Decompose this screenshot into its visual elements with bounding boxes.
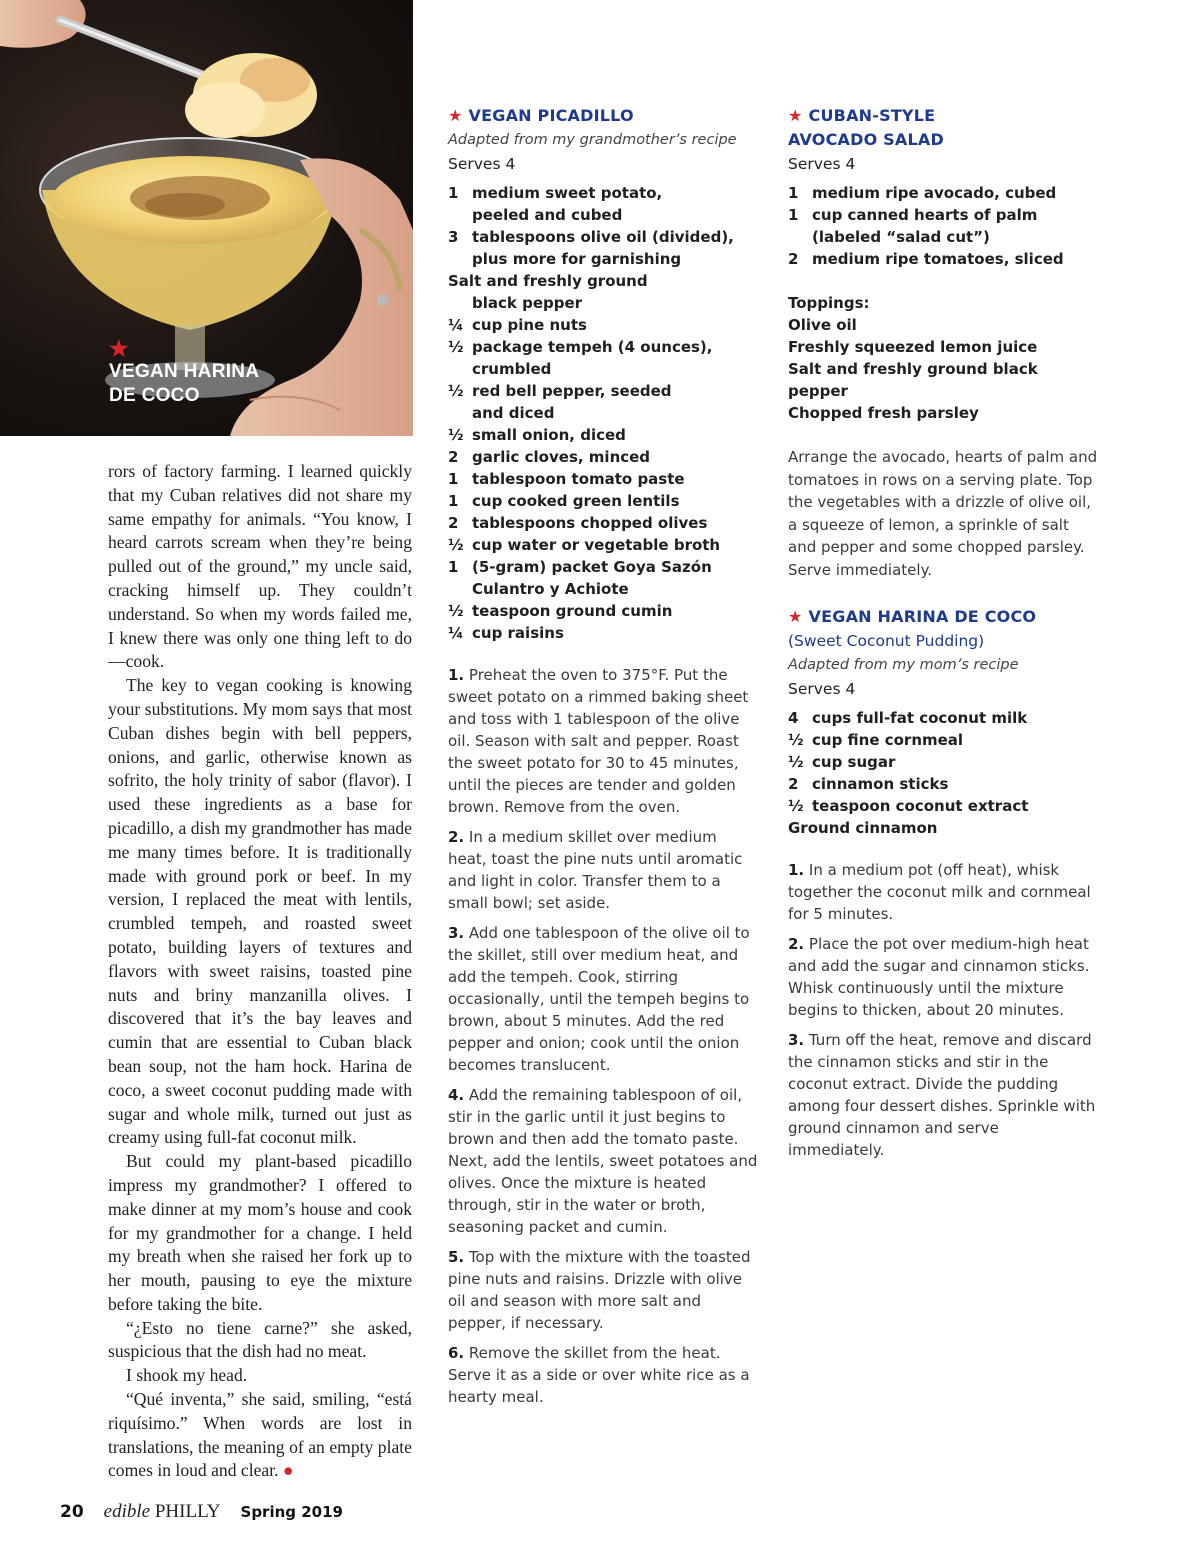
ingredient-text-line1: cup pine nuts xyxy=(472,316,587,334)
page-footer xyxy=(60,1501,343,1527)
ingredient-item xyxy=(788,795,1098,817)
ingredient-item xyxy=(788,182,1098,204)
ingredient-quantity: ½ xyxy=(448,602,464,620)
ingredient-text xyxy=(812,795,1098,817)
step-number: 3. xyxy=(788,1031,805,1049)
magazine-name xyxy=(104,1501,221,1523)
recipe-step xyxy=(788,933,1098,1021)
ingredient-item xyxy=(788,248,1098,270)
step-number: 2. xyxy=(788,935,805,953)
essay-paragraph: The key to vegan cooking is knowing your substitutions. My mom says that most Cuban dishes begin with bell peppers, onions, and garlic, otherwise known as sofrito, the holy trinity of sabor (flavor). I used these ingredients as a base for picadillo, a dish my grandmother has made me many times before. It is traditionally made with ground pork or beef. In my version, I replaced the meat with lentils, crumbled tempeh, and roasted sweet potato, building layers of textures and flavors with sweet raisins, toasted pine nuts and briny manzanilla olives. I discovered that it’s the bay leaves and cumin that are essential to Cuban black bean soup, not the ham hock. Harina de coco, a sweet coconut pudding made with sugar and whole milk, turned out just as creamy using full-fat coconut milk. xyxy=(108,675,412,1148)
ingredient-text-line1: Ground cinnamon xyxy=(788,819,938,837)
ingredient-text xyxy=(472,226,758,270)
ingredient-text-line2: and diced xyxy=(472,404,555,422)
ingredient-text xyxy=(472,336,758,380)
recipe-step xyxy=(788,1029,1098,1161)
ingredient-quantity: ½ xyxy=(448,338,464,356)
ingredient-quantity: ¼ xyxy=(448,624,464,642)
ingredient-item xyxy=(788,707,1098,729)
ingredient-text xyxy=(812,729,1098,751)
ingredient-quantity: ½ xyxy=(788,797,804,815)
ingredient-quantity: 1 xyxy=(448,492,459,510)
ingredient-quantity: 4 xyxy=(788,709,799,727)
ingredient-text xyxy=(812,773,1098,795)
recipe-title-text: VEGAN PICADILLO xyxy=(468,106,634,125)
recipe-serves: Serves 4 xyxy=(788,155,856,173)
ingredient-quantity: 3 xyxy=(448,228,459,246)
topping-item: Freshly squeezed lemon juice xyxy=(788,338,1038,356)
ingredient-text-line1: package tempeh (4 ounces), xyxy=(472,338,713,356)
ingredient-text-line2: crumbled xyxy=(472,360,552,378)
ingredient-text xyxy=(472,424,758,446)
ingredient-text xyxy=(472,534,758,556)
ingredient-text xyxy=(448,270,758,314)
ingredient-item xyxy=(448,556,758,600)
ingredient-text-line1: small onion, diced xyxy=(472,426,626,444)
ingredient-quantity: 1 xyxy=(788,206,799,224)
star-icon: ★ xyxy=(788,106,803,125)
ingredient-text-line1: cup water or vegetable broth xyxy=(472,536,721,554)
ingredient-text xyxy=(472,314,758,336)
ingredient-quantity: ¼ xyxy=(448,316,464,334)
ingredient-text xyxy=(812,707,1098,729)
ingredient-text xyxy=(472,182,758,226)
end-mark-icon: ● xyxy=(282,1460,294,1481)
photo-caption-line2: DE COCO xyxy=(109,385,200,406)
ingredient-item xyxy=(448,600,758,622)
ingredient-quantity: 2 xyxy=(448,448,459,466)
topping-item: Salt and freshly ground black pepper xyxy=(788,360,1038,400)
ingredient-text-line2: Culantro y Achiote xyxy=(472,580,629,598)
essay-column xyxy=(108,460,412,1483)
picadillo-recipe xyxy=(448,104,758,1416)
photo-caption-line1: VEGAN HARINA xyxy=(109,361,260,382)
ingredient-text xyxy=(472,556,758,600)
ingredient-item xyxy=(788,817,1098,839)
step-number: 1. xyxy=(448,666,465,684)
harina-recipe xyxy=(788,605,1098,1161)
magazine-name-italic: edible xyxy=(103,1501,151,1522)
ingredient-item xyxy=(788,204,1098,248)
step-number: 1. xyxy=(788,861,805,879)
recipe-step xyxy=(448,922,758,1076)
ingredient-list xyxy=(788,707,1098,839)
dessert-photo xyxy=(0,0,413,436)
ingredient-item xyxy=(448,446,758,468)
ingredient-quantity: 1 xyxy=(448,470,459,488)
photo-caption xyxy=(109,338,259,408)
star-icon: ★ xyxy=(448,106,463,125)
ingredient-text-line1: Salt and freshly ground xyxy=(448,272,648,290)
ingredient-item xyxy=(448,490,758,512)
recipe-title-line2: AVOCADO SALAD xyxy=(788,130,944,149)
step-number: 5. xyxy=(448,1248,465,1266)
essay-paragraph-text: “Qué inventa,” she said, smiling, “está riquísimo.” When words are lost in translations, the meaning of an empty plate comes in loud and clear. xyxy=(108,1389,412,1481)
magazine-name-main: PHILLY xyxy=(154,1501,221,1522)
ingredient-item xyxy=(788,729,1098,751)
ingredient-text-line2: (labeled “salad cut”) xyxy=(812,228,990,246)
ingredient-text-line1: medium ripe avocado, cubed xyxy=(812,184,1057,202)
ingredient-text xyxy=(472,446,758,468)
ingredient-item xyxy=(448,314,758,336)
ingredient-text-line1: cup cooked green lentils xyxy=(472,492,680,510)
ingredient-item xyxy=(448,534,758,556)
recipe-title-text: VEGAN HARINA DE COCO xyxy=(808,607,1037,626)
essay-paragraph-last xyxy=(108,1388,412,1483)
step-number: 4. xyxy=(448,1086,465,1104)
ingredient-list xyxy=(448,182,758,644)
ingredient-text-line1: (5-gram) packet Goya Sazón xyxy=(472,558,712,576)
steps-list xyxy=(788,859,1098,1161)
ingredient-quantity: 1 xyxy=(448,558,459,576)
recipe-adapted: Adapted from my mom’s recipe xyxy=(788,657,1019,673)
essay-paragraph: I shook my head. xyxy=(126,1365,248,1386)
ingredient-quantity: ½ xyxy=(448,536,464,554)
ingredient-text xyxy=(472,622,758,644)
recipe-title xyxy=(788,605,1098,629)
step-text: Top with the mixture with the toasted pine nuts and raisins. Drizzle with olive oil and season with more salt and pepper, if necessary. xyxy=(448,1248,751,1332)
ingredient-quantity: ½ xyxy=(788,753,804,771)
ingredient-text xyxy=(472,468,758,490)
ingredient-quantity: ½ xyxy=(448,426,464,444)
recipe-subtitle: (Sweet Coconut Pudding) xyxy=(788,632,985,650)
essay-paragraph: “¿Esto no tiene carne?” she asked, suspicious that the dish had no meat. xyxy=(108,1317,412,1362)
ingredient-text xyxy=(472,380,758,424)
ingredient-text xyxy=(812,248,1098,270)
ingredient-text-line1: cinnamon sticks xyxy=(812,775,949,793)
ingredient-text-line1: cups full-fat coconut milk xyxy=(812,709,1028,727)
recipe-title xyxy=(788,104,1098,128)
ingredient-text-line1: cup raisins xyxy=(472,624,564,642)
ingredient-quantity: ½ xyxy=(788,731,804,749)
recipe-title xyxy=(448,104,758,128)
ingredient-item xyxy=(448,424,758,446)
ingredient-text xyxy=(472,600,758,622)
essay-paragraph: rors of factory farming. I learned quickly that my Cuban relatives did not share my same empathy for animals. “You know, I heard carrots scream when they’re being pulled out of the ground,” my uncle said, cracking himself up. They couldn’t understand. So when my words failed me, I knew there was only one thing left to do—cook. xyxy=(108,461,412,672)
ingredient-quantity: 1 xyxy=(448,184,459,202)
topping-item: Chopped fresh parsley xyxy=(788,404,979,422)
avocado-instructions: Arrange the avocado, hearts of palm and tomatoes in rows on a serving plate. Top the vegetables with a drizzle of olive oil, a squeeze of lemon, a sprinkle of salt and pepper and some chopped parsley. Serve immediately. xyxy=(788,448,1098,579)
essay-paragraph: But could my plant-based picadillo impress my grandmother? I offered to make dinner at my mom’s house and cook for my grandmother for a change. I held my breath when she raised her fork up to her mouth, pausing to eye the mixture before taking the bite. xyxy=(108,1151,412,1314)
ingredient-text-line2: plus more for garnishing xyxy=(472,250,682,268)
ingredient-text-line1: teaspoon ground cumin xyxy=(472,602,673,620)
step-text: Place the pot over medium-high heat and add the sugar and cinnamon sticks. Whisk continuously until the mixture begins to thicken, about 20 minutes. xyxy=(788,935,1090,1019)
ingredient-text-line1: garlic cloves, minced xyxy=(472,448,651,466)
ingredient-text-line1: cup canned hearts of palm xyxy=(812,206,1038,224)
ingredient-item xyxy=(788,773,1098,795)
toppings-block xyxy=(788,292,1098,424)
topping-item: Olive oil xyxy=(788,316,857,334)
ingredient-text-line1: teaspoon coconut extract xyxy=(812,797,1029,815)
star-icon: ★ xyxy=(788,607,803,626)
ingredient-text-line1: tablespoons chopped olives xyxy=(472,514,708,532)
recipe-step xyxy=(448,1246,758,1334)
ingredient-text-line1: red bell pepper, seeded xyxy=(472,382,672,400)
side-recipes xyxy=(788,104,1098,1169)
ingredient-item xyxy=(448,622,758,644)
recipe-step xyxy=(448,664,758,818)
recipe-step xyxy=(788,859,1098,925)
page-number: 20 xyxy=(60,1502,84,1522)
ingredient-text-line1: cup sugar xyxy=(812,753,896,771)
step-text: Add one tablespoon of the olive oil to the skillet, still over medium heat, and add the tempeh. Cook, stirring occasionally, until the tempeh begins to brown, about 5 minutes. Add the red pepper and onion; cook until the onion becomes translucent. xyxy=(448,924,750,1074)
toppings-label: Toppings: xyxy=(788,294,870,312)
ingredient-text-line2: black pepper xyxy=(472,294,583,312)
recipe-title-text: CUBAN-STYLE xyxy=(808,106,936,125)
ingredient-item xyxy=(448,226,758,270)
ingredient-item xyxy=(448,336,758,380)
recipe-adapted: Adapted from my grandmother’s recipe xyxy=(448,132,737,148)
ingredient-quantity: 2 xyxy=(788,250,799,268)
ingredient-list xyxy=(788,182,1098,270)
ingredient-item xyxy=(448,182,758,226)
ingredient-item xyxy=(448,512,758,534)
ingredient-item xyxy=(788,751,1098,773)
step-text: In a medium pot (off heat), whisk together the coconut milk and cornmeal for 5 minutes. xyxy=(788,861,1091,923)
ingredient-text-line1: medium ripe tomatoes, sliced xyxy=(812,250,1064,268)
step-text: In a medium skillet over medium heat, toast the pine nuts until aromatic and light in color. Transfer them to a small bowl; set aside. xyxy=(448,828,743,912)
step-number: 6. xyxy=(448,1344,465,1362)
ingredient-quantity: 2 xyxy=(448,514,459,532)
recipe-serves: Serves 4 xyxy=(788,680,856,698)
ingredient-text xyxy=(788,817,1098,839)
ingredient-text-line1: cup fine cornmeal xyxy=(812,731,964,749)
ingredient-quantity: ½ xyxy=(448,382,464,400)
ingredient-quantity: 1 xyxy=(788,184,799,202)
ingredient-text xyxy=(812,751,1098,773)
steps-list xyxy=(448,664,758,1408)
issue-season: Spring 2019 xyxy=(240,1503,343,1521)
star-icon: ★ xyxy=(109,336,130,361)
step-text: Remove the skillet from the heat. Serve it as a side or over white rice as a hearty meal. xyxy=(448,1344,750,1406)
recipe-serves: Serves 4 xyxy=(448,155,516,173)
ingredient-item xyxy=(448,468,758,490)
ingredient-item xyxy=(448,270,758,314)
ingredient-text xyxy=(812,204,1098,248)
recipe-step xyxy=(448,826,758,914)
step-text: Preheat the oven to 375°F. Put the sweet potato on a rimmed baking sheet and toss with 1 tablespoon of the olive oil. Season with salt and pepper. Roast the sweet potato for 30 to 45 minutes, until the pieces are tender and golden brown. Remove from the oven. xyxy=(448,666,749,816)
ingredient-item xyxy=(448,380,758,424)
ingredient-text-line1: tablespoons olive oil (divided), xyxy=(472,228,734,246)
ingredient-text-line2: peeled and cubed xyxy=(472,206,623,224)
recipe-step xyxy=(448,1342,758,1408)
ingredient-text-line1: medium sweet potato, xyxy=(472,184,663,202)
step-number: 2. xyxy=(448,828,465,846)
ingredient-text-line1: tablespoon tomato paste xyxy=(472,470,685,488)
recipe-step xyxy=(448,1084,758,1238)
ingredient-text xyxy=(472,512,758,534)
ingredient-text xyxy=(812,182,1098,204)
ingredient-text xyxy=(472,490,758,512)
step-number: 3. xyxy=(448,924,465,942)
ingredient-quantity: 2 xyxy=(788,775,799,793)
step-text: Add the remaining tablespoon of oil, stir in the garlic until it just begins to brown and then add the tomato paste. Next, add the lentils, sweet potatoes and olives. Once the mixture is heated through, stir in the water or broth, seasoning packet and cumin. xyxy=(448,1086,758,1236)
step-text: Turn off the heat, remove and discard the cinnamon sticks and stir in the coconut extract. Divide the pudding among four dessert dishes. Sprinkle with ground cinnamon and serve immediately. xyxy=(788,1031,1096,1159)
